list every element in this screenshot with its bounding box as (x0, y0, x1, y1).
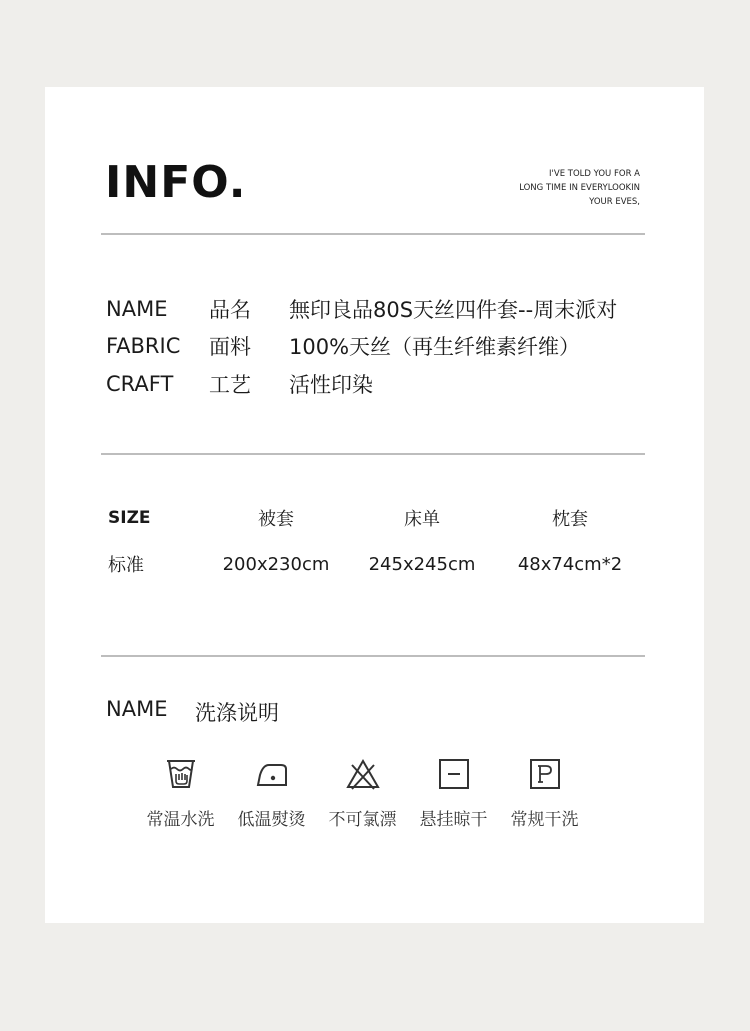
size-header-cell: 被套 (258, 509, 294, 530)
tagline (519, 167, 640, 209)
care-instructions (135, 757, 590, 830)
info-value: 無印良品80S天丝四件套--周末派对 (289, 297, 618, 322)
care-item (408, 757, 499, 830)
size-cell: 245x245cm (368, 553, 476, 575)
line-dry-icon (437, 757, 471, 791)
divider (101, 453, 645, 455)
care-item (226, 757, 317, 830)
wash-title: 洗涤说明 (195, 701, 279, 725)
size-header-cell: SIZE (108, 508, 151, 528)
info-row-craft (106, 365, 617, 403)
info-card (45, 87, 704, 923)
info-key-cn: 工艺 (209, 372, 251, 397)
hand-wash-icon (164, 757, 198, 791)
low-iron-icon (255, 757, 289, 791)
size-cell: 48x74cm*2 (517, 553, 623, 575)
size-cell: 标准 (108, 555, 144, 576)
page-title: INFO. (105, 157, 247, 208)
tagline-line: YOUR EVES, (589, 197, 640, 207)
info-key: FABRIC (106, 334, 181, 359)
info-key: NAME (106, 296, 168, 321)
no-bleach-icon (346, 757, 380, 791)
care-label: 低温熨烫 (237, 810, 306, 830)
care-item (135, 757, 226, 830)
info-row-name (106, 290, 617, 328)
divider (101, 233, 645, 235)
care-item (317, 757, 408, 830)
wash-section-title (106, 697, 279, 727)
care-label: 常规干洗 (510, 810, 579, 830)
size-cell: 200x230cm (222, 553, 330, 575)
care-item (499, 757, 590, 830)
info-key-cn: 品名 (209, 297, 251, 322)
care-label: 不可氯漂 (328, 810, 397, 830)
info-row-fabric (106, 328, 617, 366)
size-header-cell: 床单 (404, 509, 440, 530)
wash-key: NAME (106, 697, 168, 721)
info-value: 100%天丝（再生纤维素纤维） (289, 335, 581, 360)
product-info (106, 290, 617, 403)
info-value: 活性印染 (289, 372, 373, 397)
care-label: 悬挂晾干 (419, 810, 488, 830)
info-key-cn: 面料 (209, 335, 251, 360)
divider (101, 655, 645, 657)
info-key: CRAFT (106, 371, 174, 396)
tagline-line: LONG TIME IN EVERYLOOKIN (519, 183, 640, 193)
size-table-header (108, 495, 648, 541)
size-header-cell: 枕套 (552, 509, 588, 530)
dry-clean-p-icon (528, 757, 562, 791)
tagline-line: I'VE TOLD YOU FOR A (549, 169, 640, 179)
care-label: 常温水洗 (146, 810, 215, 830)
size-table (108, 495, 648, 587)
size-table-row (108, 541, 648, 587)
